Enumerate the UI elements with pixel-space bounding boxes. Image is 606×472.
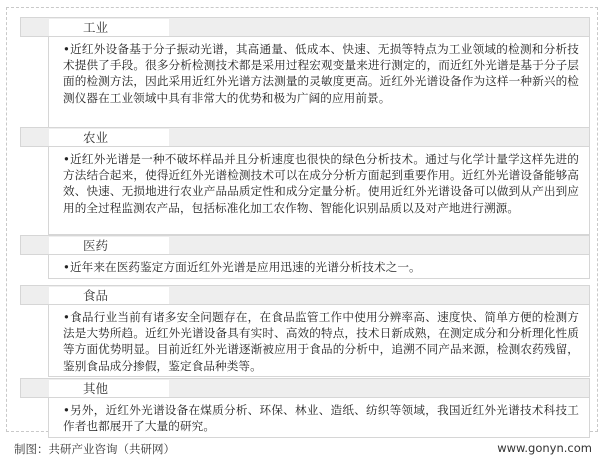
section-title: 医药 [49, 237, 169, 254]
section-header [20, 235, 590, 255]
section-body [48, 255, 590, 279]
section-title: 农业 [49, 129, 169, 146]
website-caption: www.gonyn.com [497, 441, 592, 455]
section-text: •另外，近红外光谱设备在煤质分析、环保、林业、造纸、纺织等领域，我国近红外光谱技术科技工作者也都展开了大量的研究。 [63, 403, 579, 434]
section-title: 其他 [49, 380, 169, 397]
section-body [48, 37, 590, 133]
section-header [20, 17, 590, 37]
section-text: •近红外光谱是一种不破坏样品并且分析速度也很快的绿色分析技术。通过与化学计量学这样先进的方法结合起来，使得近红外光谱检测技术可以在成分分析方面起到重要作用。近红外光谱设备能够高效、快速、无损地进行农业产品品质定性和成分定量分析。使用近红外光谱设备可以做到从产出到应用的全过程监测农产品，包括标准化加工农作物、智能化识别品质以及对产地进行溯源。 [63, 152, 579, 215]
section-title: 工业 [49, 19, 169, 36]
section-header [20, 127, 590, 147]
section-body [48, 305, 590, 377]
section-header [20, 378, 590, 398]
section-title: 食品 [49, 287, 169, 304]
section-text: •食品行业当前有诸多安全问题存在，在食品监管工作中使用分辨率高、速度快、简单方便的检测方法是大势所趋。近红外光谱设备具有实时、高效的特点，技术日新成熟，在测定成分和分析理化性质等方面优势明显。目前近红外光谱逐渐被应用于食品的分析中，追溯不同产品来源，检测农药残留，鉴别食品成分掺假，鉴定食品种类等。 [63, 310, 579, 373]
section-header [20, 285, 590, 305]
section-body [48, 398, 590, 438]
source-caption: 制图：共研产业咨询（共研网） [14, 442, 175, 456]
section-text: •近红外设备基于分子振动光谱，其高通量、低成本、快速、无损等特点为工业领域的检测和分析技术提供了手段。很多分析检测技术都是采用过程宏观变量来进行测定的，而近红外光谱是基于分子层面的检测方法，因此采用近红外光谱方法测量的灵敏度更高。近红外光谱设备作为这样一种新兴的检测仪器在工业领域中具有非常大的优势和极为广阔的应用前景。 [63, 42, 579, 105]
section-text: •近年来在医药鉴定方面近红外光谱是应用迅速的光谱分析技术之一。 [63, 260, 421, 274]
section-body [48, 147, 590, 235]
